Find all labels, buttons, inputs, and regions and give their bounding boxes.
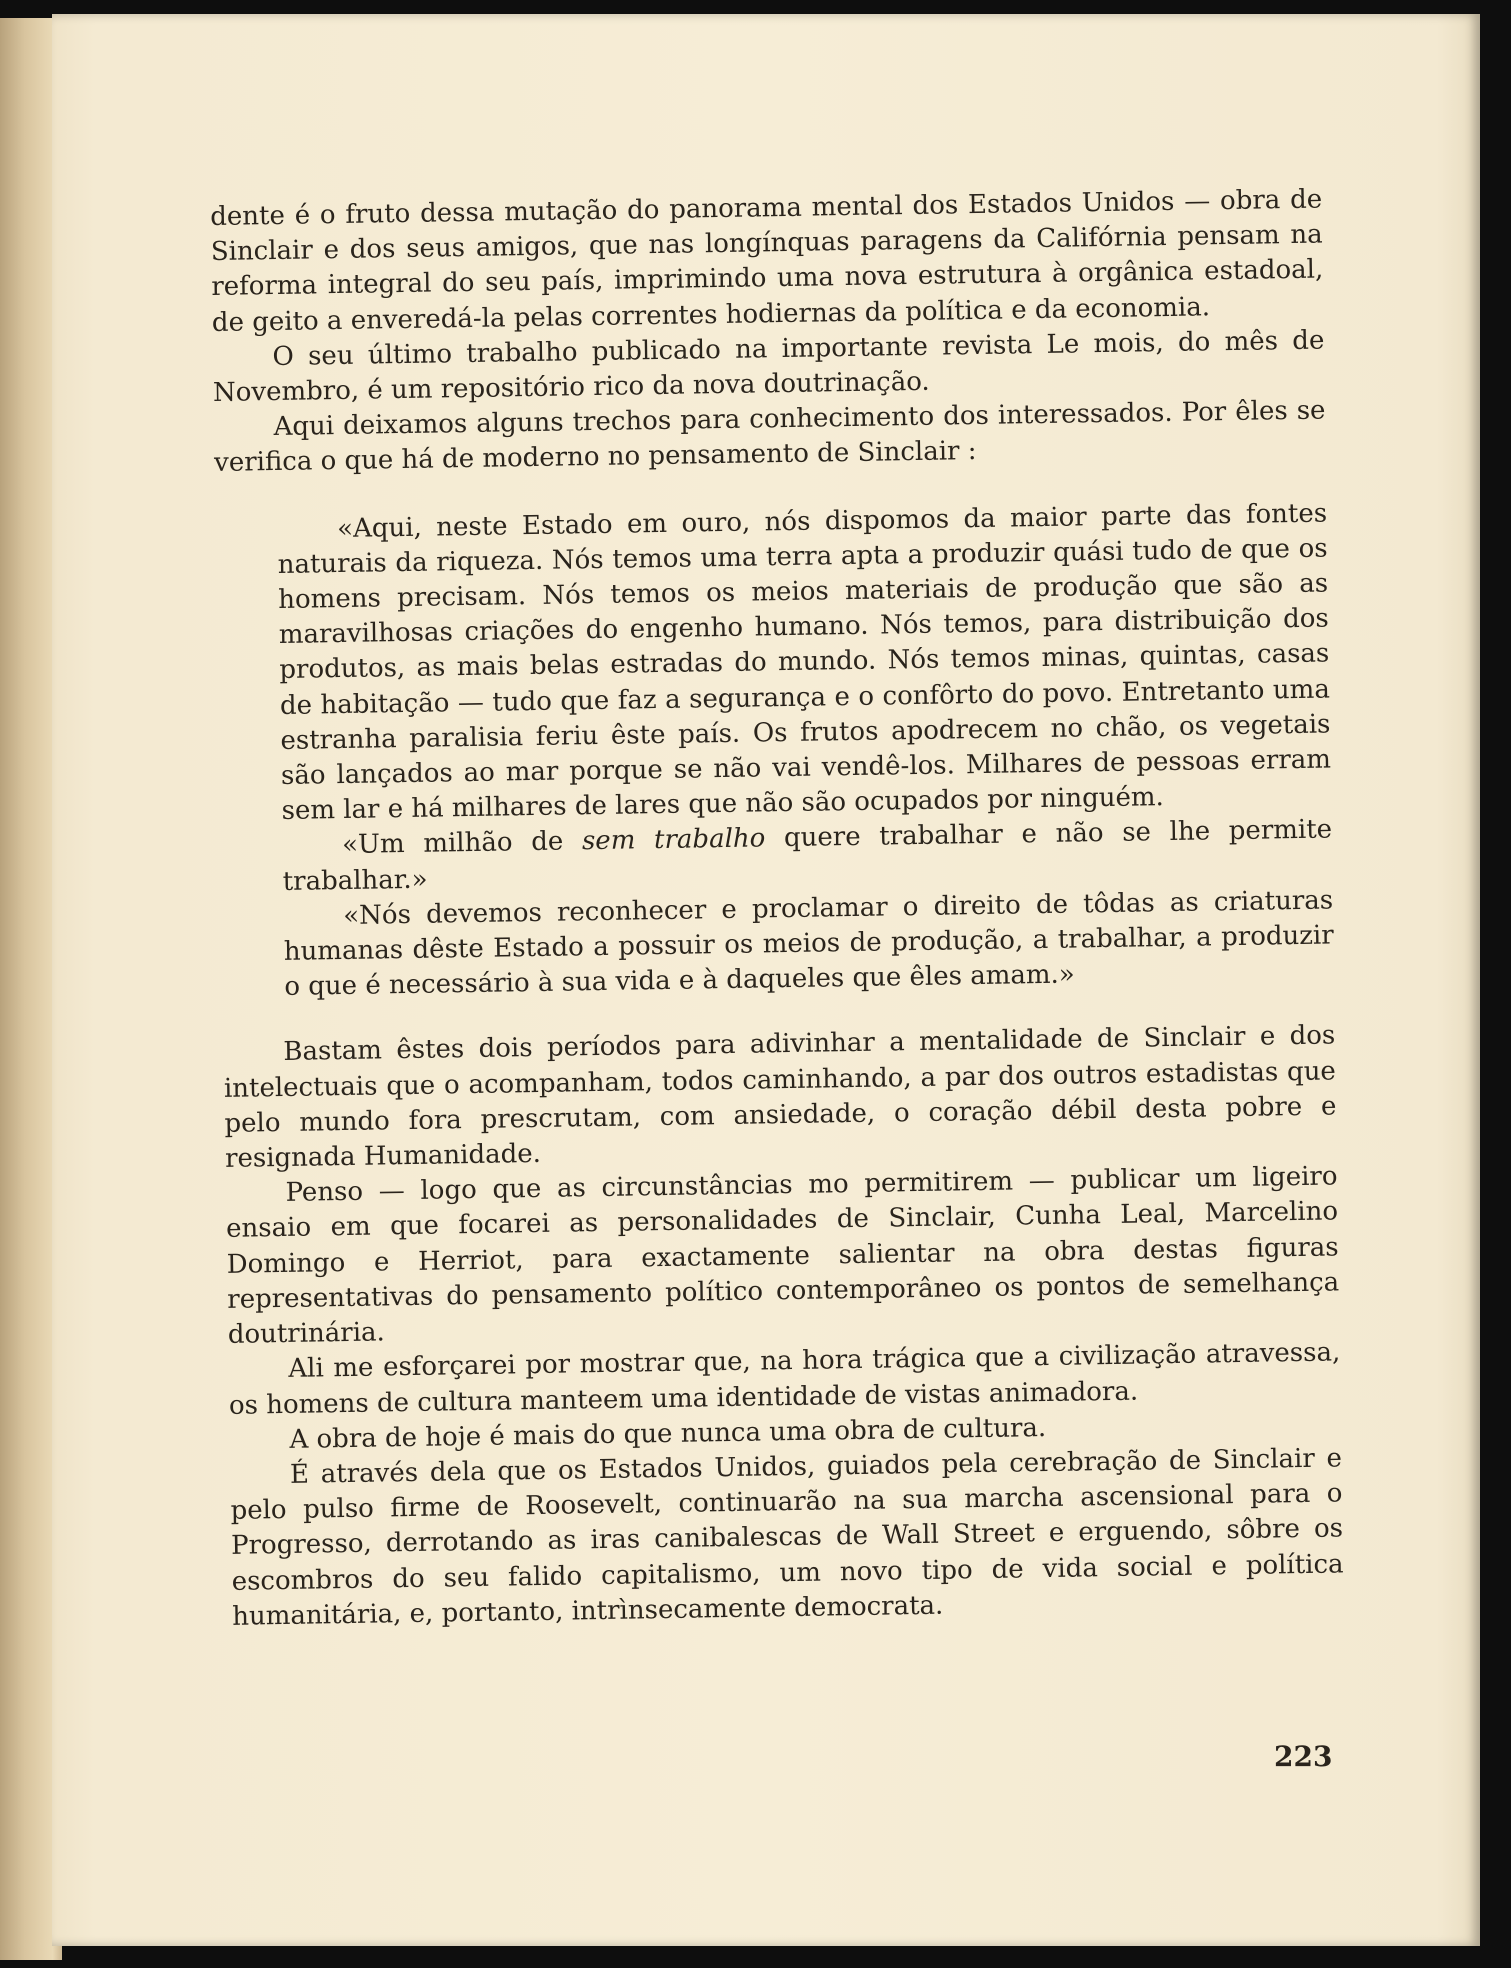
quote-paragraph-1: «Aqui, neste Estado em ouro, nós dispomos da maior parte das fontes naturais da riqueza. Nós temos uma terra apta a produzir quási tudo de que os homens precisam. Nós temos os meios materiais de produção que são as maravilhosas criações do engenho humano. Nós temos, para distribuição dos produtos, as mais belas estradas do mundo. Nós temos minas, quintas, casas de habitação — tudo que faz a segurança e o confôrto do povo. Entretanto uma estranha paralisia feriu êste país. Os frutos apodrecem no chão, os vegetais são lançados ao mar porque se não vai vendê-los. Milhares de pessoas erram sem lar e há milhares de lares que não são ocupados por ninguém. <box>277 498 1332 827</box>
paragraph-5: Penso — logo que as circunstâncias mo permitirem — publicar um ligeiro ensaio em que focarei as personalidades de Sinclair, Cunha Leal, Marcelino Domingo e Herriot, para exactamente salientar na obra destas figuras representativas do pensamento político contemporâneo os pontos de semelhança doutrinária. <box>225 1161 1340 1350</box>
quote-2-italic: sem trabalho <box>581 823 766 857</box>
paragraph-8: É através dela que os Estados Unidos, guiados pela cerebração de Sinclair e pelo pulso firme de Roosevelt, continuarão na sua marcha ascensional para o Progresso, derrotando as iras canibalescas de Wall Street e erguendo, sôbre os escombros do seu falido capitalismo, um novo tipo de vida social e política humanitária, e, portanto, intrìnsecamente democrata. <box>230 1443 1344 1632</box>
paragraph-6: Ali me esforçarei por mostrar que, na hora trágica que a civilização atravessa, os homens de cultura manteem uma identidade de vistas animadora. <box>228 1337 1341 1421</box>
quote-paragraph-3: «Nós devemos reconhecer e proclamar o direito de tôdas as criaturas humanas dêste Estado a possuir os meios de produção, a trabalhar, a produzir o que é necessário à sua vida e à daqueles que êles amam.» <box>283 885 1334 1003</box>
paragraph-4: Bastam êstes dois períodos para adivinhar a mentalidade de Sinclair e dos intelectuais que o acompanham, todos caminhando, a par dos outros estadistas que pelo mundo fora prescrutam, com ansiedade, o coração débil desta pobre e resignada Humanidade. <box>223 1020 1337 1174</box>
page-body-text <box>210 183 1344 1635</box>
block-quote <box>277 496 1335 1005</box>
paragraph-1: dente é o fruto dessa mutação do panorama mental dos Estados Unidos — obra de Sinclair e dos seus amigos, que nas longínquas paragens da Califórnia pensam na reforma integral do seu país, imprimindo uma nova estrutura à orgânica estadoal, de geito a enveredá-la pelas correntes hodiernas da política e da economia. <box>210 184 1324 338</box>
quote-2-end: quere trabalhar e não se lhe permite trabalhar.» <box>282 814 1333 897</box>
paragraph-7: A obra de hoje é mais do que nunca uma obra de cultura. <box>289 1412 1047 1455</box>
paragraph-3: Aqui deixamos alguns trechos para conhecimento dos interessados. Por êles se verifica o que há de moderno no pensamento de Sinclair : <box>213 395 1326 479</box>
book-page <box>52 14 1480 1946</box>
paragraph-2: O seu último trabalho publicado na importante revista Le mois, do mês de Novembro, é um repositório rico da nova doutrinação. <box>212 325 1325 408</box>
page-number: 223 <box>1274 1740 1333 1773</box>
quote-2-start: «Um milhão de <box>341 826 583 861</box>
